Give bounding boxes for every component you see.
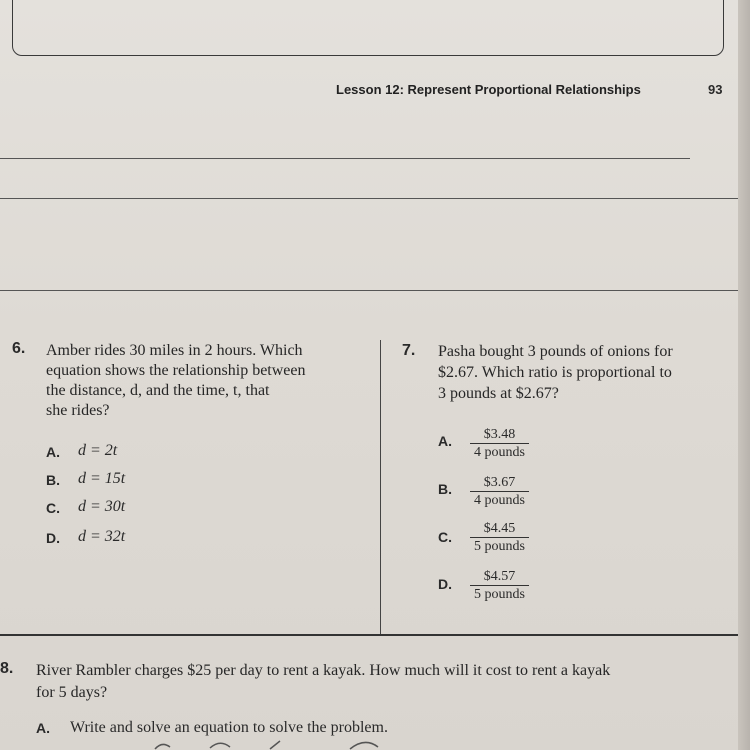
fraction-numerator: $3.48 — [470, 426, 529, 444]
fraction-denominator: 5 pounds — [474, 587, 525, 602]
q6-line-1: Amber rides 30 miles in 2 hours. Which — [46, 342, 303, 359]
q7-option-letter[interactable]: D. — [438, 576, 452, 592]
q6-option-letter[interactable]: B. — [46, 472, 60, 488]
lesson-title: Lesson 12: Represent Proportional Relationships — [336, 82, 641, 97]
q8-line-2: for 5 days? — [36, 684, 108, 701]
page-number: 93 — [708, 82, 723, 97]
q6-option-text[interactable]: d = 30t — [78, 498, 126, 515]
q7-option-letter[interactable]: A. — [438, 433, 452, 449]
q6-option-text[interactable]: d = 32t — [78, 528, 126, 545]
q8-part-a-text: Write and solve an equation to solve the problem. — [70, 719, 388, 736]
q8-part-a-letter: A. — [36, 720, 50, 736]
q7-line-2: $2.67. Which ratio is proportional to — [438, 364, 672, 381]
q7-option-letter[interactable]: C. — [438, 529, 452, 545]
q8-number: 8. — [0, 660, 14, 677]
q7-option-letter[interactable]: B. — [438, 481, 452, 497]
q6-option-text[interactable]: d = 2t — [78, 442, 118, 459]
q7-number: 7. — [402, 342, 416, 359]
q6-option-letter[interactable]: D. — [46, 530, 60, 546]
q7-option-fraction[interactable] — [470, 426, 529, 461]
q7-option-fraction[interactable] — [470, 520, 529, 555]
q6-line-3: the distance, d, and the time, t, that — [46, 382, 270, 399]
q7-option-fraction[interactable] — [470, 568, 529, 603]
divider-line — [0, 634, 740, 636]
fraction-denominator: 4 pounds — [474, 493, 525, 508]
handwriting-marks — [150, 735, 450, 750]
q6-line-2: equation shows the relationship between — [46, 362, 306, 379]
q8-line-1: River Rambler charges $25 per day to rent a kayak. How much will it cost to rent a kayak — [36, 662, 611, 679]
q6-option-letter[interactable]: A. — [46, 444, 60, 460]
fraction-denominator: 5 pounds — [474, 539, 525, 554]
column-divider — [380, 340, 381, 634]
q6-number: 6. — [12, 340, 26, 357]
fraction-denominator: 4 pounds — [474, 445, 525, 460]
q7-option-fraction[interactable] — [470, 474, 529, 509]
answer-box — [12, 0, 724, 56]
fraction-numerator: $4.45 — [470, 520, 529, 538]
q7-line-1: Pasha bought 3 pounds of onions for — [438, 343, 673, 360]
page-edge — [738, 0, 750, 750]
q6-line-4: she rides? — [46, 402, 110, 419]
q6-option-letter[interactable]: C. — [46, 500, 60, 516]
divider-line — [0, 158, 690, 159]
divider-line — [0, 290, 740, 291]
fraction-numerator: $3.67 — [470, 474, 529, 492]
q6-option-text[interactable]: d = 15t — [78, 470, 126, 487]
q7-line-3: 3 pounds at $2.67? — [438, 385, 559, 402]
divider-line — [0, 198, 740, 199]
fraction-numerator: $4.57 — [470, 568, 529, 586]
